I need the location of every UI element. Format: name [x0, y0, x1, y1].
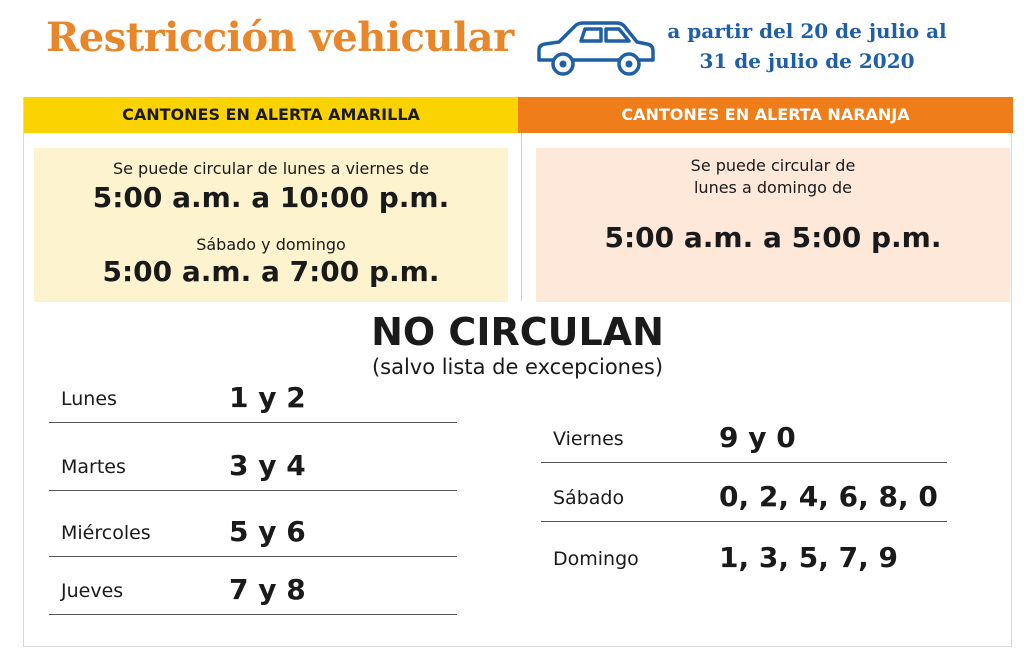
car-icon — [533, 20, 657, 78]
weekday-text: Se puede circular de lunes a viernes de — [112, 159, 430, 178]
yellow-alert-box — [34, 148, 508, 302]
plate-digits: 7 y 8 — [229, 573, 306, 606]
orange-alert-box — [536, 148, 1010, 302]
no-circulan-title: NO CIRCULAN — [371, 310, 664, 354]
day-label: Sábado — [553, 487, 625, 509]
column-divider — [521, 133, 522, 301]
plate-digits: 1, 3, 5, 7, 9 — [719, 541, 898, 574]
day-label: Jueves — [61, 580, 124, 602]
page-title: Restricción vehicular — [46, 14, 514, 61]
plate-digits: 9 y 0 — [719, 421, 796, 454]
list-item — [49, 494, 457, 557]
list-item — [49, 428, 457, 491]
yellow-alert-header: CANTONES EN ALERTA AMARILLA — [24, 97, 518, 133]
date-range — [662, 16, 952, 76]
list-item — [541, 400, 947, 463]
no-circulan-subtitle: (salvo lista de excepciones) — [371, 355, 664, 379]
date-line-2: 31 de julio de 2020 — [699, 49, 915, 73]
day-label: Viernes — [553, 428, 624, 450]
day-label: Domingo — [553, 548, 639, 570]
plate-digits: 3 y 4 — [229, 449, 306, 482]
day-label: Martes — [61, 456, 126, 478]
plate-digits: 0, 2, 4, 6, 8, 0 — [719, 480, 938, 513]
weekday-hours: 5:00 a.m. a 10:00 p.m. — [92, 181, 450, 214]
date-line-1: a partir del 20 de julio al — [667, 19, 947, 43]
list-item — [49, 360, 457, 423]
list-item — [541, 459, 947, 522]
weekend-hours: 5:00 a.m. a 7:00 p.m. — [102, 255, 440, 288]
day-label: Miércoles — [61, 522, 151, 544]
plate-digits: 1 y 2 — [229, 381, 306, 414]
plate-digits: 5 y 6 — [229, 515, 306, 548]
list-item — [541, 520, 947, 582]
orange-hours: 5:00 a.m. a 5:00 p.m. — [604, 221, 942, 254]
restriction-card — [23, 97, 1012, 647]
orange-alert-header: CANTONES EN ALERTA NARANJA — [518, 97, 1013, 133]
orange-text-line-2: lunes a domingo de — [693, 178, 853, 197]
weekend-text: Sábado y domingo — [196, 235, 346, 254]
orange-text-line-1: Se puede circular de — [690, 156, 856, 175]
day-label: Lunes — [61, 388, 117, 410]
list-item — [49, 552, 457, 615]
